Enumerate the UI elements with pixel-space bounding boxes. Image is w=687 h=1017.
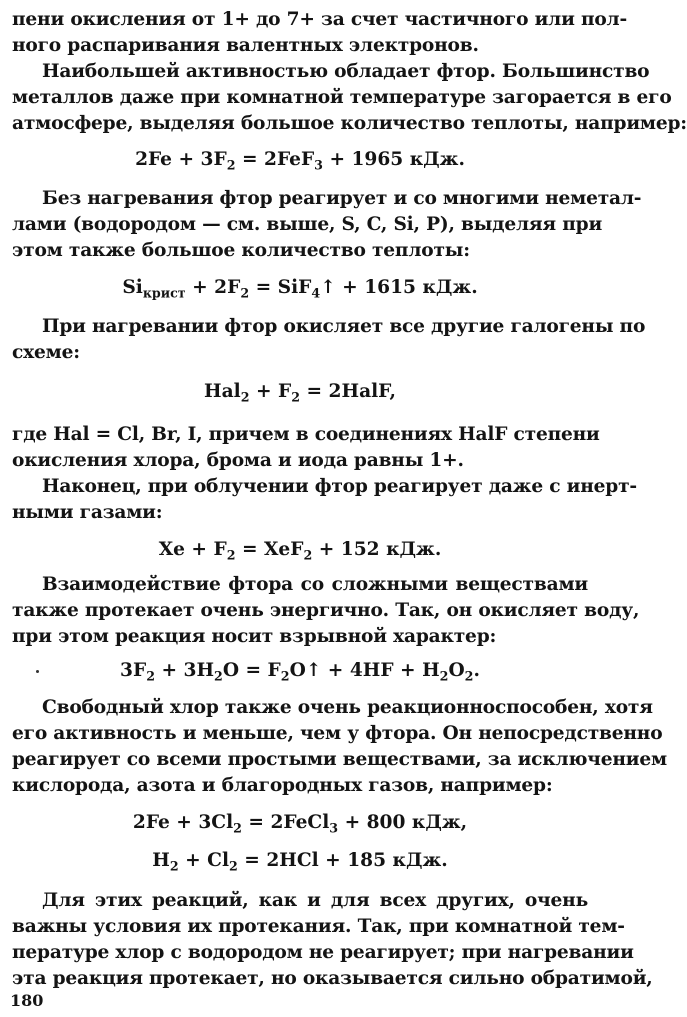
- text-line: реагирует со всеми простыми веществами, за исключением: [12, 749, 667, 770]
- text-line: также протекает очень энергично. Так, он окисляет воду,: [12, 600, 640, 621]
- text-line: где Hal = Cl, Br, I, причем в соединениях HalF степени: [12, 424, 600, 445]
- equation-f2-h2o: $3F_2 + 3H_2O$ = $F_2O↑ + 4HF + H_2O_2$.: [120, 660, 480, 684]
- text-line: Для этих реакций, как и для всех других, очень: [42, 890, 588, 911]
- equation-fe-cl2: $2Fe + 3Cl_2$ = 2FeCl$_3$ + 800 кДж,: [132, 812, 468, 836]
- text-line: Без нагревания фтор реагирует и со многими неметал-: [42, 188, 642, 209]
- text-line: металлов даже при комнатной температуре загорается в его: [12, 87, 672, 108]
- text-line: атмосфере, выделяя большое количество теплоты, например:: [12, 113, 687, 134]
- text-line: пени окисления от 1+ до 7+ за счет частичного или пол-: [12, 9, 627, 30]
- text-line: Свободный хлор также очень реакционноспособен, хотя: [42, 697, 653, 718]
- text-line: эта реакция протекает, но оказывается сильно обратимой,: [12, 968, 653, 989]
- equation-fe-f2: $2Fe + 3F_2 = 2FeF_3 + 1965$ кДж.: [135, 149, 465, 173]
- text-line: ного распаривания валентных электронов.: [12, 35, 479, 56]
- equation-si-f2: $Si_{крист} + 2F_2$ = SiF$_4$↑ + 1615 кДж.: [122, 277, 478, 301]
- text-line: пературе хлор с водородом не реагирует; при нагревании: [12, 942, 634, 963]
- equation-xe-f2: $Xe + F_2 = XeF_2 + 152$ кДж.: [158, 539, 442, 563]
- text-line: его активность и меньше, чем у фтора. Он непосредственно: [12, 723, 663, 744]
- text-line: Взаимодействие фтора со сложными веществами: [42, 574, 588, 595]
- equation-h2-cl2: $H_2 + Cl_2 = 2HCl + 185$ кДж.: [152, 850, 448, 874]
- text-line: При нагревании фтор окисляет все другие галогены по: [42, 316, 646, 337]
- text-line: окисления хлора, брома и иода равны 1+.: [12, 450, 464, 471]
- text-line: кислорода, азота и благородных газов, например:: [12, 775, 553, 796]
- text-line: важны условия их протекания. Так, при комнатной тем-: [12, 916, 625, 937]
- text-line: этом также большое количество теплоты:: [12, 240, 470, 261]
- equation-hal-f2: $Hal_2 + F_2$ = 2HalF,: [204, 381, 396, 405]
- text-line: Наибольшей активностью обладает фтор. Большинство: [42, 61, 650, 82]
- text-line: Наконец, при облучении фтор реагирует даже с инерт-: [42, 476, 637, 497]
- text-line: лами (водородом — см. выше, S, C, Si, P), выделяя при: [12, 214, 603, 235]
- page-number: 180: [10, 991, 44, 1010]
- text-line: при этом реакция носит взрывной характер:: [12, 626, 497, 647]
- text-line: схеме:: [12, 342, 80, 363]
- text-line: ными газами:: [12, 502, 163, 523]
